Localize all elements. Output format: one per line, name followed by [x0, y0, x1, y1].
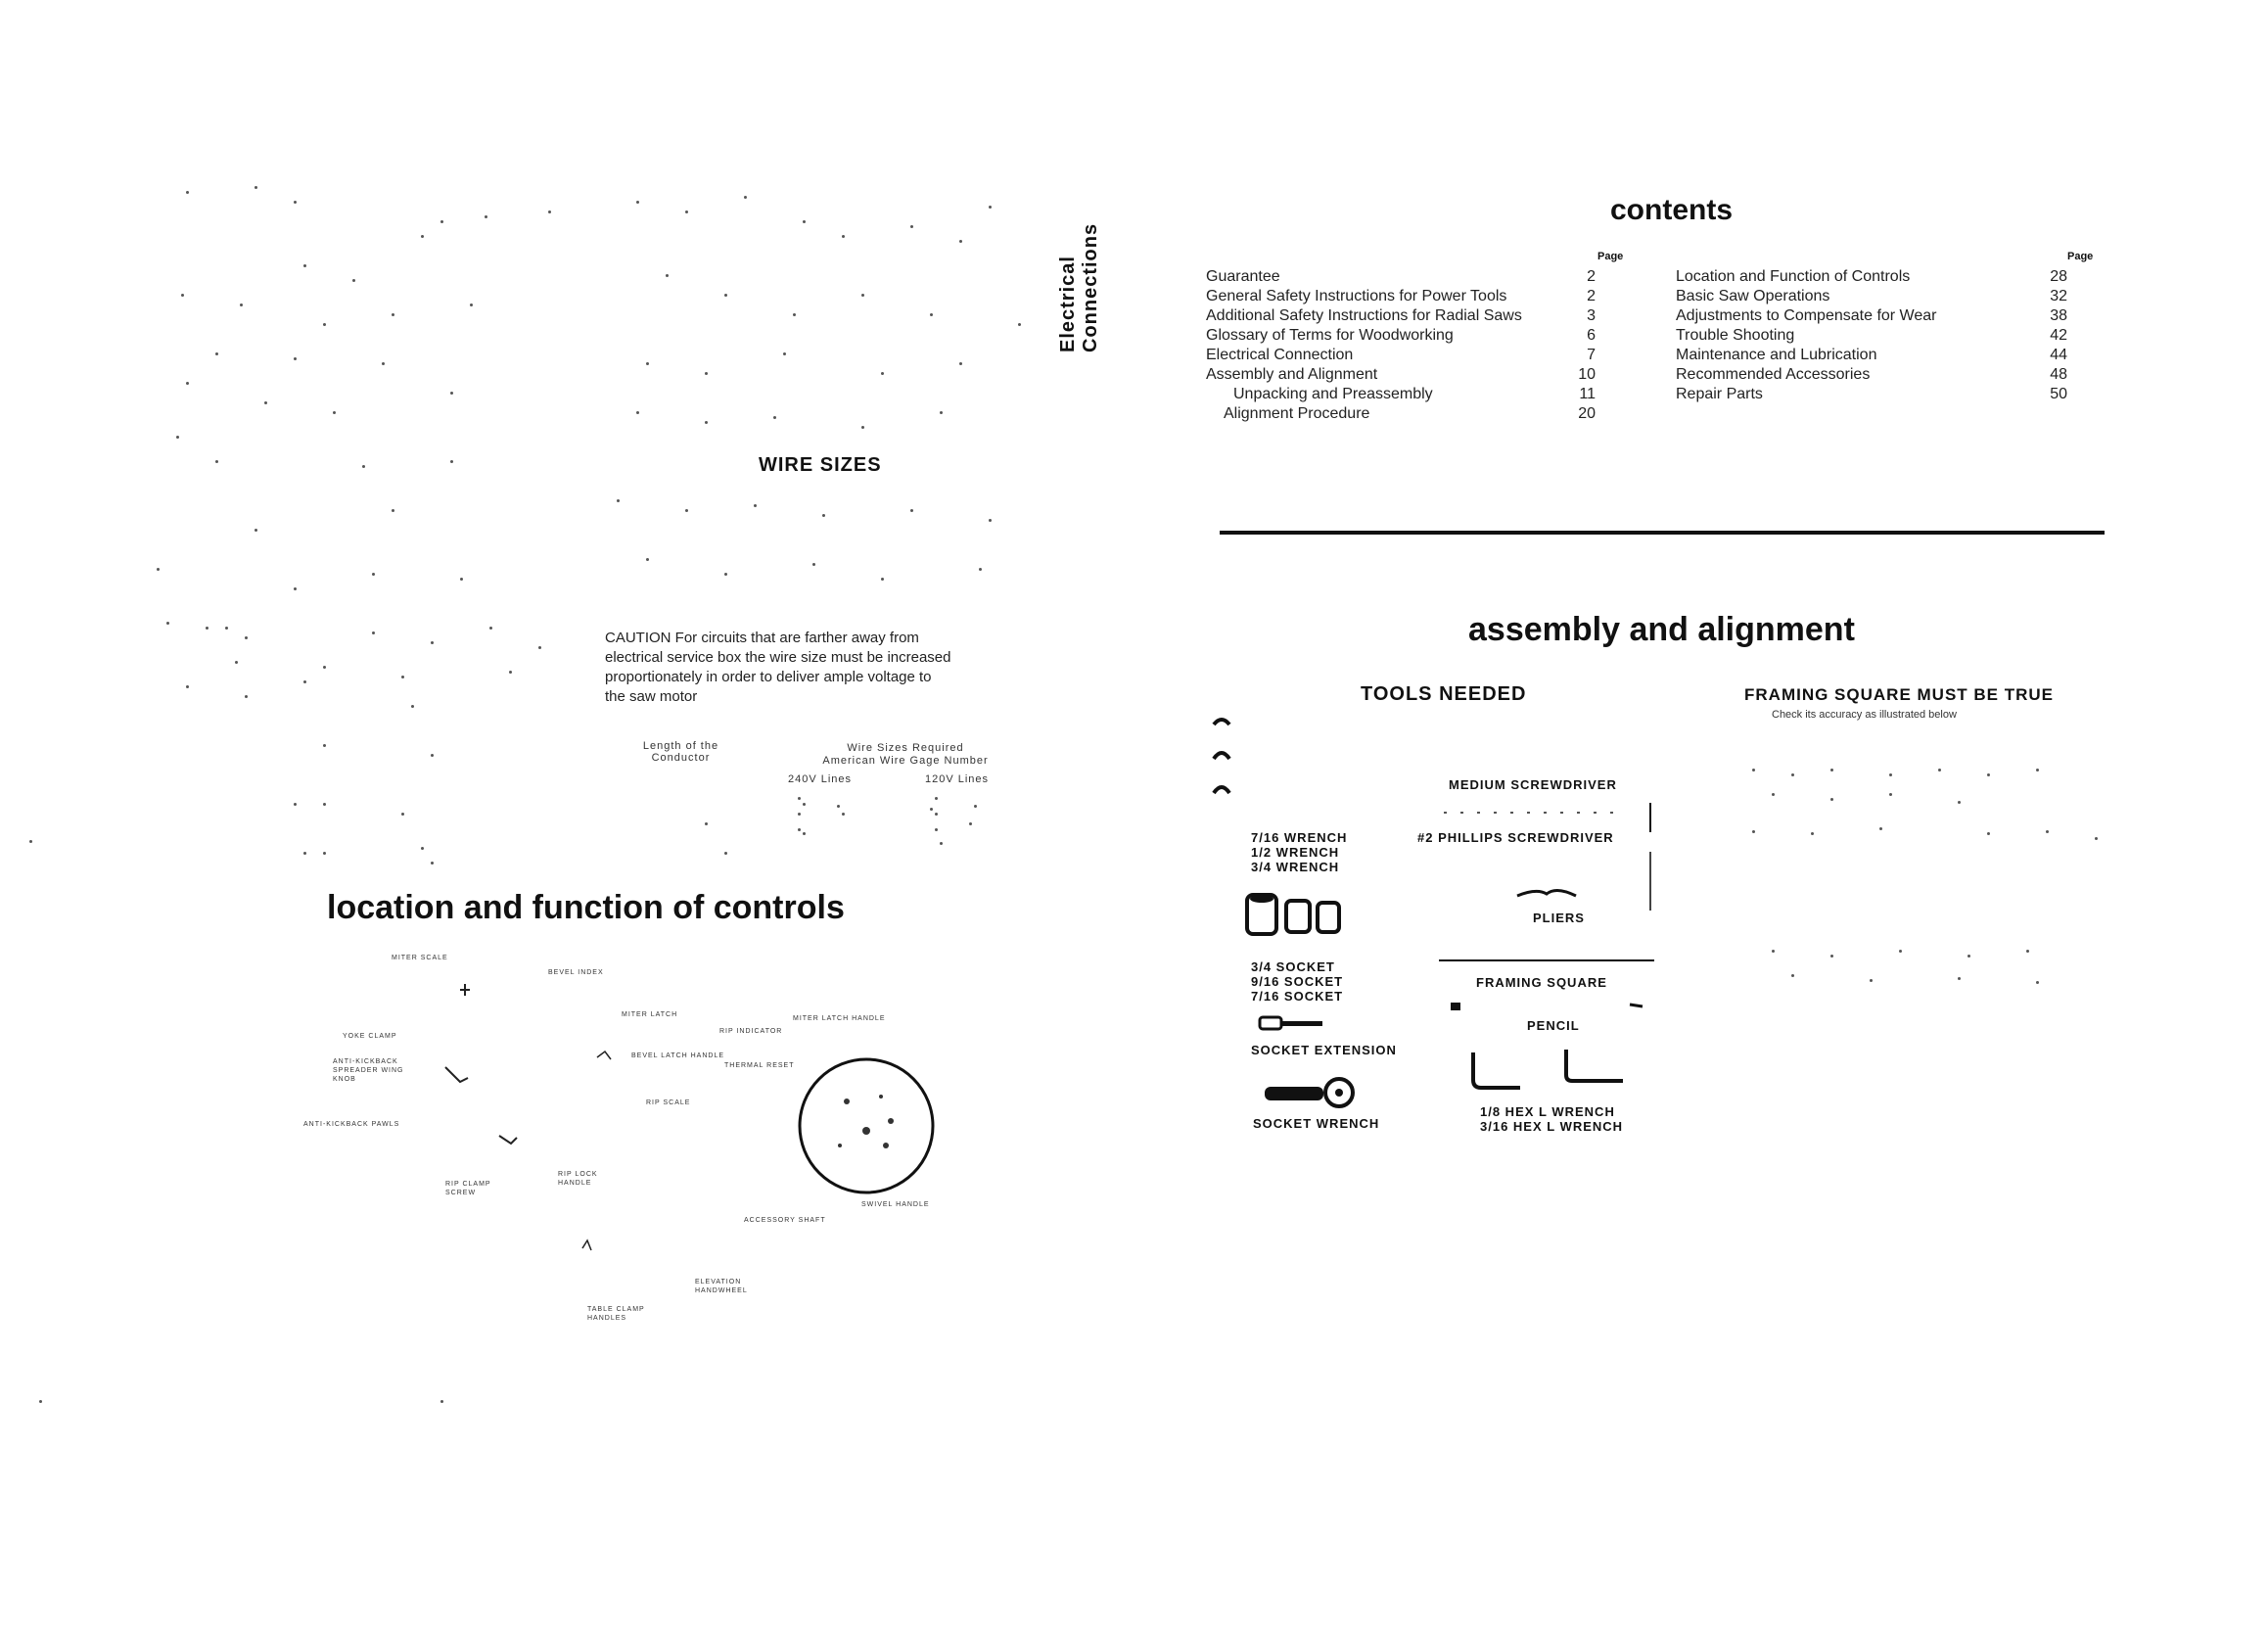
- contents-page-number: 50: [2050, 386, 2067, 402]
- contents-entry[interactable]: Glossary of Terms for Woodworking: [1206, 327, 1454, 344]
- label-bevel-latch-handle: BEVEL LATCH HANDLE: [631, 1052, 725, 1059]
- hex-wrench-label: 3/16 HEX L WRENCH: [1480, 1119, 1624, 1134]
- socket-label: 9/16 SOCKET: [1251, 974, 1344, 989]
- screwdriver-tip-rule: [1649, 803, 1651, 832]
- wrench-labels: [1251, 830, 1347, 874]
- contents-entry[interactable]: Assembly and Alignment: [1206, 366, 1378, 383]
- contents-page-number: 2: [1587, 288, 1596, 304]
- hex-wrench-icons: [1468, 1048, 1644, 1097]
- contents-entry[interactable]: Electrical Connection: [1206, 347, 1354, 363]
- socket-extension-icon: [1258, 1013, 1326, 1033]
- socket-extension-label: SOCKET EXTENSION: [1251, 1043, 1397, 1057]
- contents-page-number: 11: [1579, 386, 1596, 402]
- label-rip-lock-handle: RIP LOCK HANDLE: [558, 1171, 598, 1187]
- label-table-clamp-handles: TABLE CLAMP HANDLES: [587, 1306, 645, 1322]
- contents-page-number: 6: [1587, 327, 1596, 344]
- contents-entry[interactable]: Trouble Shooting: [1676, 327, 1795, 344]
- hex-wrench-labels: [1480, 1104, 1623, 1134]
- wire-table-240v: 240V Lines: [788, 773, 853, 785]
- caution-line: the saw motor: [605, 688, 698, 705]
- contents-entry[interactable]: Maintenance and Lubrication: [1676, 347, 1877, 363]
- controls-heading: location and function of controls: [327, 889, 845, 926]
- framing-square-sub: Check its accuracy as illustrated below: [1772, 709, 1957, 721]
- contents-left-page-label: Page: [1597, 251, 1624, 262]
- label-miter-latch: MITER LATCH: [622, 1011, 678, 1018]
- label-thermal-reset: THERMAL RESET: [724, 1062, 795, 1069]
- label-rip-clamp-screw: RIP CLAMP SCREW: [445, 1181, 491, 1196]
- label-yoke-clamp: YOKE CLAMP: [343, 1033, 397, 1040]
- contents-page-number: 42: [2050, 327, 2067, 344]
- wire-table: [626, 740, 1047, 858]
- medium-screwdriver-label: MEDIUM SCREWDRIVER: [1449, 777, 1617, 792]
- header-line: Length of the: [642, 740, 719, 752]
- phillips-screwdriver-label: #2 PHILLIPS SCREWDRIVER: [1417, 830, 1614, 845]
- socket-label: 3/4 SOCKET: [1251, 959, 1335, 974]
- wrench-label: 7/16 WRENCH: [1251, 830, 1348, 845]
- hex-wrench-label: 1/8 HEX L WRENCH: [1480, 1104, 1615, 1119]
- contents-page-number: 20: [1578, 405, 1596, 422]
- diagram-strokes: [274, 955, 979, 1346]
- label-bevel-index: BEVEL INDEX: [548, 969, 604, 976]
- contents-page-number: 10: [1578, 366, 1596, 383]
- label-accessory-shaft: ACCESSORY SHAFT: [744, 1217, 826, 1224]
- caution-block: [605, 629, 1045, 707]
- wrench-icons: [1206, 715, 1265, 813]
- wrench-label: 1/2 WRENCH: [1251, 845, 1340, 860]
- label-rip-scale: RIP SCALE: [646, 1099, 691, 1106]
- contents-page-number: 38: [2050, 307, 2067, 324]
- framing-square-line: [1439, 959, 1654, 961]
- caution-line: electrical service box the wire size must be increased: [605, 649, 951, 666]
- contents-page-number: 32: [2050, 288, 2067, 304]
- wrench-label: 3/4 WRENCH: [1251, 860, 1340, 874]
- label-miter-scale: MITER SCALE: [392, 955, 448, 961]
- socket-wrench-label: SOCKET WRENCH: [1253, 1116, 1380, 1131]
- framing-square-heading: FRAMING SQUARE MUST BE TRUE: [1744, 685, 2054, 704]
- header-line: American Wire Gage Number: [822, 755, 989, 767]
- label-elevation-handwheel: ELEVATION HANDWHEEL: [695, 1279, 748, 1294]
- label-rip-indicator: RIP INDICATOR: [719, 1028, 783, 1035]
- screwdriver-icon: [1439, 801, 1635, 830]
- wire-table-size-header: [793, 742, 1018, 768]
- pencil-label: PENCIL: [1527, 1018, 1580, 1033]
- pencil-icon: [1449, 997, 1644, 1016]
- contents-heading: contents: [1610, 194, 1734, 226]
- contents-entry[interactable]: Additional Safety Instructions for Radial Saws: [1206, 307, 1522, 324]
- assembly-heading: assembly and alignment: [1468, 611, 1855, 648]
- label-swivel-handle: SWIVEL HANDLE: [861, 1201, 930, 1208]
- contents-entry[interactable]: Guarantee: [1206, 268, 1280, 285]
- controls-diagram: [274, 955, 979, 1346]
- label-miter-latch-handle: MITER LATCH HANDLE: [793, 1015, 886, 1022]
- contents-entry[interactable]: Basic Saw Operations: [1676, 288, 1830, 304]
- contents-entry[interactable]: Recommended Accessories: [1676, 366, 1871, 383]
- caution-line: CAUTION For circuits that are farther away from: [605, 630, 919, 646]
- contents-page-number: 3: [1587, 307, 1596, 324]
- label-anti-kickback-spreader: ANTI-KICKBACK SPREADER WING KNOB: [333, 1058, 404, 1083]
- contents-right-page-label: Page: [2067, 251, 2094, 262]
- wire-table-120v: 120V Lines: [925, 773, 990, 785]
- contents-page-number: 7: [1587, 347, 1596, 363]
- header-line: Wire Sizes Required: [847, 742, 964, 754]
- tools-needed-heading: TOOLS NEEDED: [1361, 683, 1527, 705]
- left-page: [0, 0, 1126, 1636]
- contents-entry[interactable]: Adjustments to Compensate for Wear: [1676, 307, 1937, 324]
- contents-page-number: 2: [1587, 268, 1596, 285]
- contents-entry[interactable]: Unpacking and Preassembly: [1233, 386, 1433, 402]
- right-page: [1126, 0, 2268, 1636]
- contents-page-number: 28: [2050, 268, 2067, 285]
- contents-page-number: 48: [2050, 366, 2067, 383]
- contents-page-number: 44: [2050, 347, 2067, 363]
- caution-line: proportionately in order to deliver ample voltage to: [605, 669, 932, 685]
- contents-entry[interactable]: General Safety Instructions for Power Tools: [1206, 288, 1507, 304]
- wire-sizes-heading: WIRE SIZES: [759, 454, 882, 476]
- wire-table-length-header: [634, 740, 727, 764]
- contents-entry[interactable]: Location and Function of Controls: [1676, 268, 1911, 285]
- socket-label: 7/16 SOCKET: [1251, 989, 1344, 1004]
- header-line: Conductor: [651, 752, 711, 764]
- contents-entry[interactable]: Alignment Procedure: [1224, 405, 1370, 422]
- label-anti-kickback-pawls: ANTI-KICKBACK PAWLS: [303, 1121, 400, 1128]
- socket-icons: [1243, 891, 1351, 940]
- pliers-icon: [1512, 876, 1581, 906]
- contents-entry[interactable]: Repair Parts: [1676, 386, 1763, 402]
- socket-labels: [1251, 959, 1343, 1004]
- socket-wrench-icon: [1263, 1075, 1361, 1110]
- side-tab-electrical-connections: Electrical Connections: [1057, 222, 1101, 352]
- pliers-label: PLIERS: [1533, 911, 1585, 925]
- framing-square-label: FRAMING SQUARE: [1476, 975, 1607, 990]
- section-divider: [1220, 531, 2105, 535]
- framing-edge-rule: [1649, 852, 1651, 911]
